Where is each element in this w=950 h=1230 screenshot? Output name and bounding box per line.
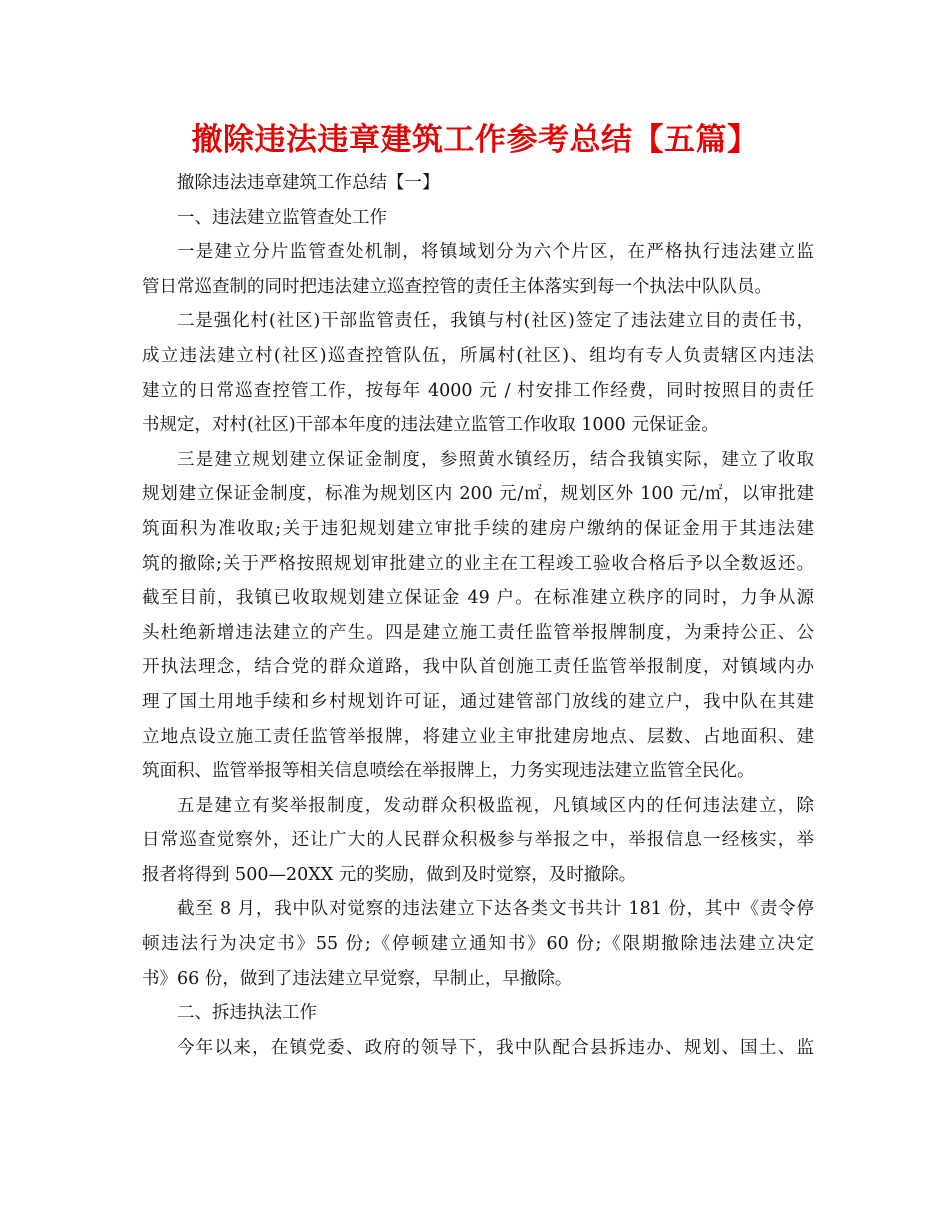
paragraph-line: 筑面积为准收取;关于违犯规划建立审批手续的建房户缴纳的保证金用于其违法建: [142, 518, 814, 539]
paragraph-line: 二、拆违执法工作: [177, 1003, 317, 1024]
paragraph-line: 顿违法行为决定书》55 份;《停顿建立通知书》60 份;《限期撤除违法建立决定: [142, 934, 814, 955]
paragraph-line: 撤除违法违章建筑工作总结【一】: [177, 173, 440, 193]
paragraph-line: 建立的日常巡查控管工作，按每年 4000 元 / 村安排工作经费，同时按照目的责任: [142, 380, 814, 401]
paragraph-line: 今年以来，在镇党委、政府的领导下，我中队配合县拆违办、规划、国土、监: [177, 1037, 814, 1058]
paragraph-line: 筑的撤除;关于严格按照规划审批建立的业主在工程竣工验收合格后予以全数返还。: [142, 553, 814, 574]
paragraph-line: 日常巡查觉察外，还让广大的人民群众积极参与举报之中，举报信息一经核实，举: [142, 830, 814, 851]
document-body: [142, 166, 814, 1065]
paragraph-line: 五是建立有奖举报制度，发动群众积极监视，凡镇域区内的任何违法建立，除: [177, 795, 814, 816]
document-title: 撤除违法违章建筑工作参考总结【五篇】: [191, 122, 759, 158]
paragraph-line: 三是建立规划建立保证金制度，参照黄水镇经历，结合我镇实际，建立了收取: [177, 449, 814, 470]
paragraph-line: 成立违法建立村(社区)巡查控管队伍，所属村(社区)、组均有专人负责辖区内违法: [142, 345, 814, 366]
paragraph-line: 书》66 份，做到了违法建立早觉察，早制止，早撤除。: [142, 968, 573, 989]
paragraph-line: 立地点设立施工责任监管举报牌，将建立业主审批建房地点、层数、占地面积、建: [142, 726, 814, 747]
paragraph-line: 管日常巡查制的同时把违法建立巡查控管的责任主体落实到每一个执法中队队员。: [142, 276, 772, 297]
paragraph-line: 一、违法建立监管查处工作: [177, 207, 387, 228]
paragraph-line: 截至目前，我镇已收取规划建立保证金 49 户。在标准建立秩序的同时，力争从源: [142, 588, 814, 609]
paragraph-line: 二是强化村(社区)干部监管责任，我镇与村(社区)签定了违法建立目的责任书，: [177, 311, 814, 332]
paragraph-line: 报者将得到 500—20XX 元的奖励，做到及时觉察，及时撤除。: [142, 864, 637, 885]
paragraph-line: 一是建立分片监管查处机制，将镇域划分为六个片区，在严格执行违法建立监: [177, 242, 814, 263]
paragraph-line: 开执法理念，结合党的群众道路，我中队首创施工责任监管举报制度，对镇域内办: [142, 657, 814, 678]
paragraph-line: 理了国土用地手续和乡村规划许可证，通过建管部门放线的建立户，我中队在其建: [142, 691, 814, 712]
paragraph-line: 规划建立保证金制度，标准为规划区内 200 元/㎡，规划区外 100 元/㎡，以审批建: [142, 484, 814, 505]
paragraph-line: 筑面积、监管举报等相关信息喷绘在举报牌上，力务实现违法建立监管全民化。: [142, 761, 755, 782]
paragraph-line: 头杜绝新增违法建立的产生。四是建立施工责任监管举报牌制度，为秉持公正、公: [142, 622, 814, 643]
paragraph-line: 截至 8 月，我中队对觉察的违法建立下达各类文书共计 181 份，其中《责令停: [177, 899, 814, 920]
paragraph-line: 书规定，对村(社区)干部本年度的违法建立监管工作收取 1000 元保证金。: [142, 415, 719, 436]
